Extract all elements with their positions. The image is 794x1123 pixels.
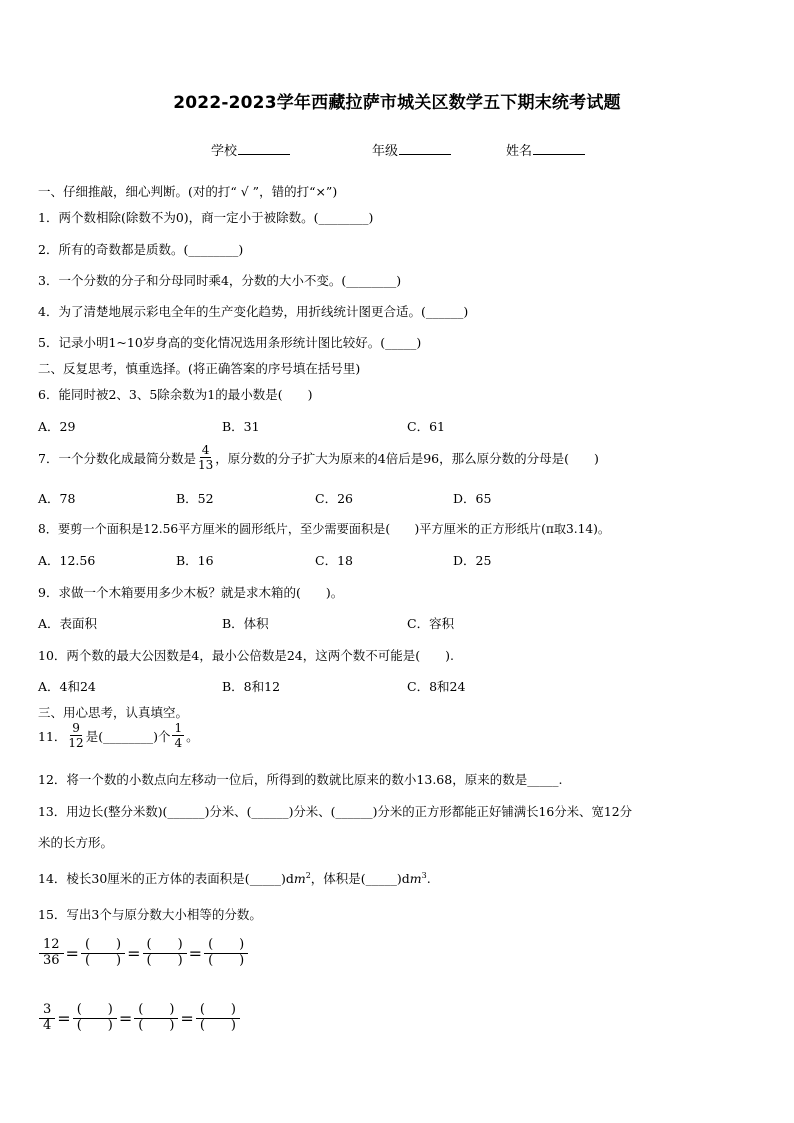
q9-option-c[interactable]: C．容积 [407,616,455,631]
q6-option-a[interactable]: A．29 [38,419,76,434]
name-field: 姓名 [506,140,585,159]
answer-fraction[interactable]: ( ) ( ) [196,1003,240,1034]
q8-option-c[interactable]: C．18 [315,553,353,568]
q7-option-a[interactable]: A．78 [38,491,76,506]
q10-option-c[interactable]: C．8和24 [407,679,466,694]
question-2: 2．所有的奇数都是质数。(________) [38,242,244,257]
question-13-line-2: 米的长方形。 [38,835,114,850]
answer-fraction[interactable]: ( ) ( ) [134,1003,178,1034]
section-2-heading: 二、反复思考，慎重选择。(将正确答案的序号填在括号里) [38,361,361,376]
q11-fraction-1: $\frac{9}{12}$ [68,721,84,750]
q9-option-b[interactable]: B．体积 [222,616,269,631]
q11-fraction-2: $\frac{1}{4}$ [174,721,183,750]
answer-fraction[interactable]: ( ) ( ) [204,938,248,969]
q7-option-d[interactable]: D．65 [453,491,492,506]
q7-option-b[interactable]: B．52 [176,491,214,506]
q8-option-b[interactable]: B．16 [176,553,214,568]
page-title: 2022-2023学年西藏拉萨市城关区数学五下期末统考试题 [173,93,621,113]
question-6: 6．能同时被2、3、5除余数为1的最小数是( ) [38,387,313,402]
section-3-heading: 三、用心思考，认真填空。 [38,705,189,720]
q15-given-fraction-2: $\frac{3}{4}$ [39,1003,55,1034]
question-14: 14．棱长30厘米的正方体的表面积是$(\_\_\_\_\_)dm^2$，体积是$(\_\_\_\_\_)dm^3$. [38,870,431,886]
name-blank[interactable] [533,142,585,155]
question-13-line-1: 13．用边长(整分米数)(______)分米、(______)分米、(______)分米的正方形都能正好铺满长16分米、宽12分 [38,804,632,819]
question-3: 3．一个分数的分子和分母同时乘4，分数的大小不变。(________) [38,273,402,288]
question-15: 15．写出3个与原分数大小相等的分数。 [38,907,262,922]
school-blank[interactable] [238,142,290,155]
question-5: 5．记录小明1~10岁身高的变化情况选用条形统计图比较好。(_____) [38,335,422,350]
grade-blank[interactable] [399,142,451,155]
school-field: 学校 [211,140,290,159]
q7-fraction: $\frac{4}{13}$ [197,443,214,472]
q10-option-a[interactable]: A．4和24 [38,679,96,694]
question-1: 1．两个数相除(除数不为0)，商一定小于被除数。(________) [38,210,374,225]
question-7: 7．一个分数化成最简分数是 $\frac{4}{13}$ ，原分数的分子扩大为原来的4倍后是96，那么原分数的分母是( ) [38,443,599,472]
q6-option-c[interactable]: C．61 [407,419,445,434]
question-11: 11． $\frac{9}{12}$ 是(________)个 $\frac{1}{4}$ 。 [38,721,199,750]
answer-fraction[interactable]: ( ) ( ) [73,1003,117,1034]
q7-option-c[interactable]: C．26 [315,491,353,506]
section-1-heading: 一、仔细推敲，细心判断。(对的打“ √ ”，错的打“×”) [38,184,338,199]
answer-fraction[interactable]: ( ) ( ) [81,938,125,969]
q15-equation-1: $\frac{12}{36}$ = ( ) ( ) = ( ) ( ) = ( ) ( ) [38,938,249,969]
q15-given-fraction-1: $\frac{12}{36}$ [39,938,64,969]
q10-option-b[interactable]: B．8和12 [222,679,281,694]
grade-field: 年级 [372,140,451,159]
question-10: 10．两个数的最大公因数是4，最小公倍数是24，这两个数不可能是( ). [38,648,454,663]
answer-fraction[interactable]: ( ) ( ) [143,938,187,969]
q15-equation-2: $\frac{3}{4}$ = ( ) ( ) = ( ) ( ) = ( ) ( ) [38,1003,241,1034]
question-4: 4．为了清楚地展示彩电全年的生产变化趋势，用折线统计图更合适。(______) [38,304,469,319]
q9-option-a[interactable]: A．表面积 [38,616,98,631]
question-9: 9．求做一个木箱要用多少木板？就是求木箱的( )。 [38,585,344,600]
q8-option-a[interactable]: A．12.56 [38,553,96,568]
q6-option-b[interactable]: B．31 [222,419,260,434]
question-8: 8．要剪一个面积是12.56平方厘米的圆形纸片，至少需要面积是( )平方厘米的正方形纸片(π取3.14)。 [38,522,611,536]
q8-option-d[interactable]: D．25 [453,553,492,568]
question-12: 12．将一个数的小数点向左移动一位后，所得到的数就比原来的数小13.68，原来的数是_____. [38,772,563,787]
